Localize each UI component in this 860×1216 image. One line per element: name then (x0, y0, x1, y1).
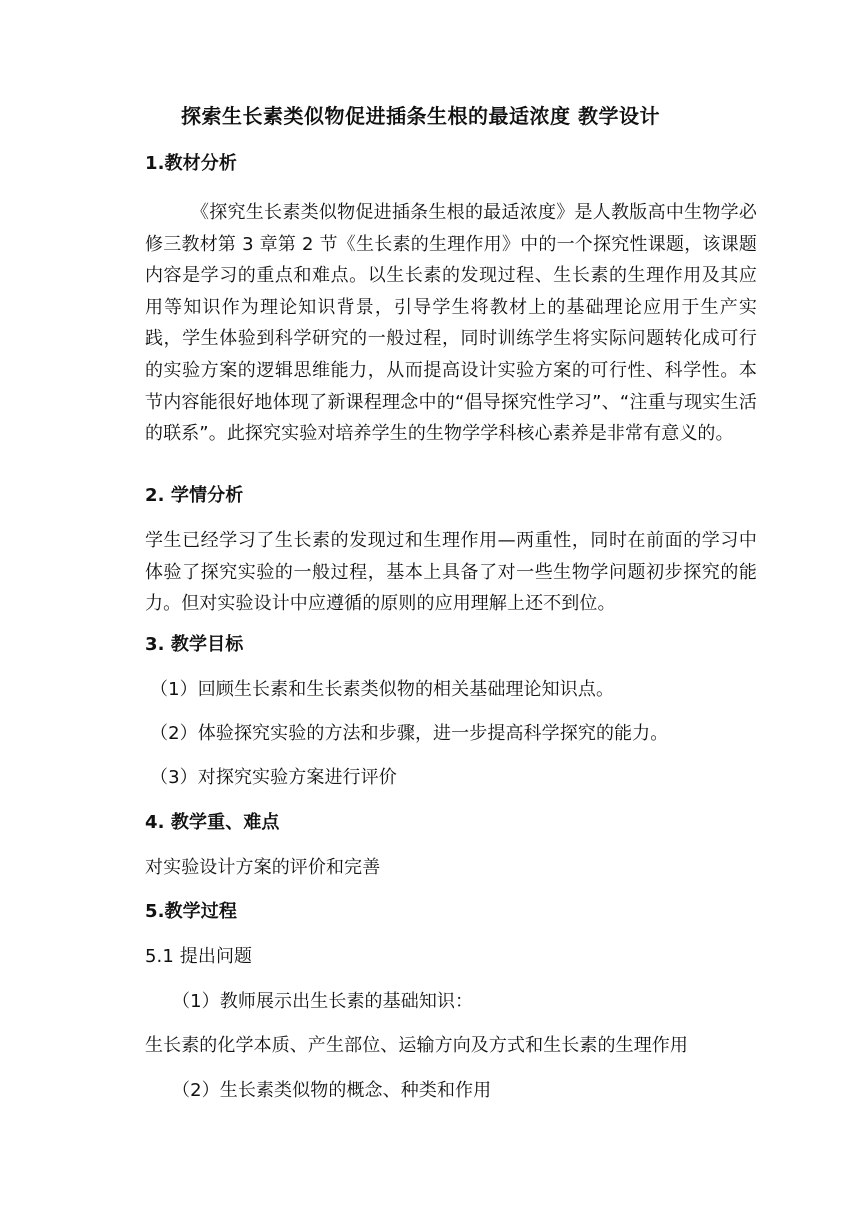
section-5-1-subheading: 5.1 提出问题 (145, 946, 253, 967)
objective-item-1: （1）回顾生长素和生长素类似物的相关基础理论知识点。 (150, 679, 615, 700)
section-2-heading: 2. 学情分析 (145, 485, 244, 506)
objective-item-2: （2）体验探究实验的方法和步骤，进一步提高科学探究的能力。 (150, 723, 669, 744)
section-1-paragraph: 《探究生长素类似物促进插条生根的最适浓度》是人教版高中生物学必修三教材第 3 章第 2 节《生长素的生理作用》中的一个探究性课题，该课题内容是学习的重点和难点。以生长素的发现过程、生长素的生理作用及其应用等知识作为理论知识背景，引导学生将教材上的基础理论应用于生产实践，学生体验到科学研究的一般过程，同时训练学生将实际问题转化成可行的实验方案的逻辑思维能力，从而提高设计实验方案的可行性、科学性。本节内容能很好地体现了新课程理念中的“倡导探究性学习”、“注重与现实生活的联系”。此探究实验对培养学生的生物学学科核心素养是非常有意义的。 (145, 202, 757, 445)
section-4-text: 对实验设计方案的评价和完善 (145, 857, 381, 878)
process-item-1-detail: 生长素的化学本质、产生部位、运输方向及方式和生长素的生理作用 (145, 1035, 688, 1056)
process-item-2: （2）生长素类似物的概念、种类和作用 (172, 1080, 492, 1101)
process-item-1: （1）教师展示出生长素的基础知识： (172, 991, 474, 1012)
objective-item-3: （3）对探究实验方案进行评价 (150, 767, 397, 788)
section-1-heading: 1.教材分析 (145, 153, 237, 174)
document-title: 探索生长素类似物促进插条生根的最适浓度 教学设计 (181, 104, 660, 128)
section-2-paragraph: 学生已经学习了生长素的发现过和生理作用—两重性，同时在前面的学习中体验了探究实验的一般过程，基本上具备了对一些生物学问题初步探究的能力。但对实验设计中应遵循的原则的应用理解上还不到位。 (145, 530, 757, 615)
section-3-heading: 3. 教学目标 (145, 634, 244, 655)
section-5-heading: 5.教学过程 (145, 901, 237, 922)
section-4-heading: 4. 教学重、难点 (145, 812, 280, 833)
